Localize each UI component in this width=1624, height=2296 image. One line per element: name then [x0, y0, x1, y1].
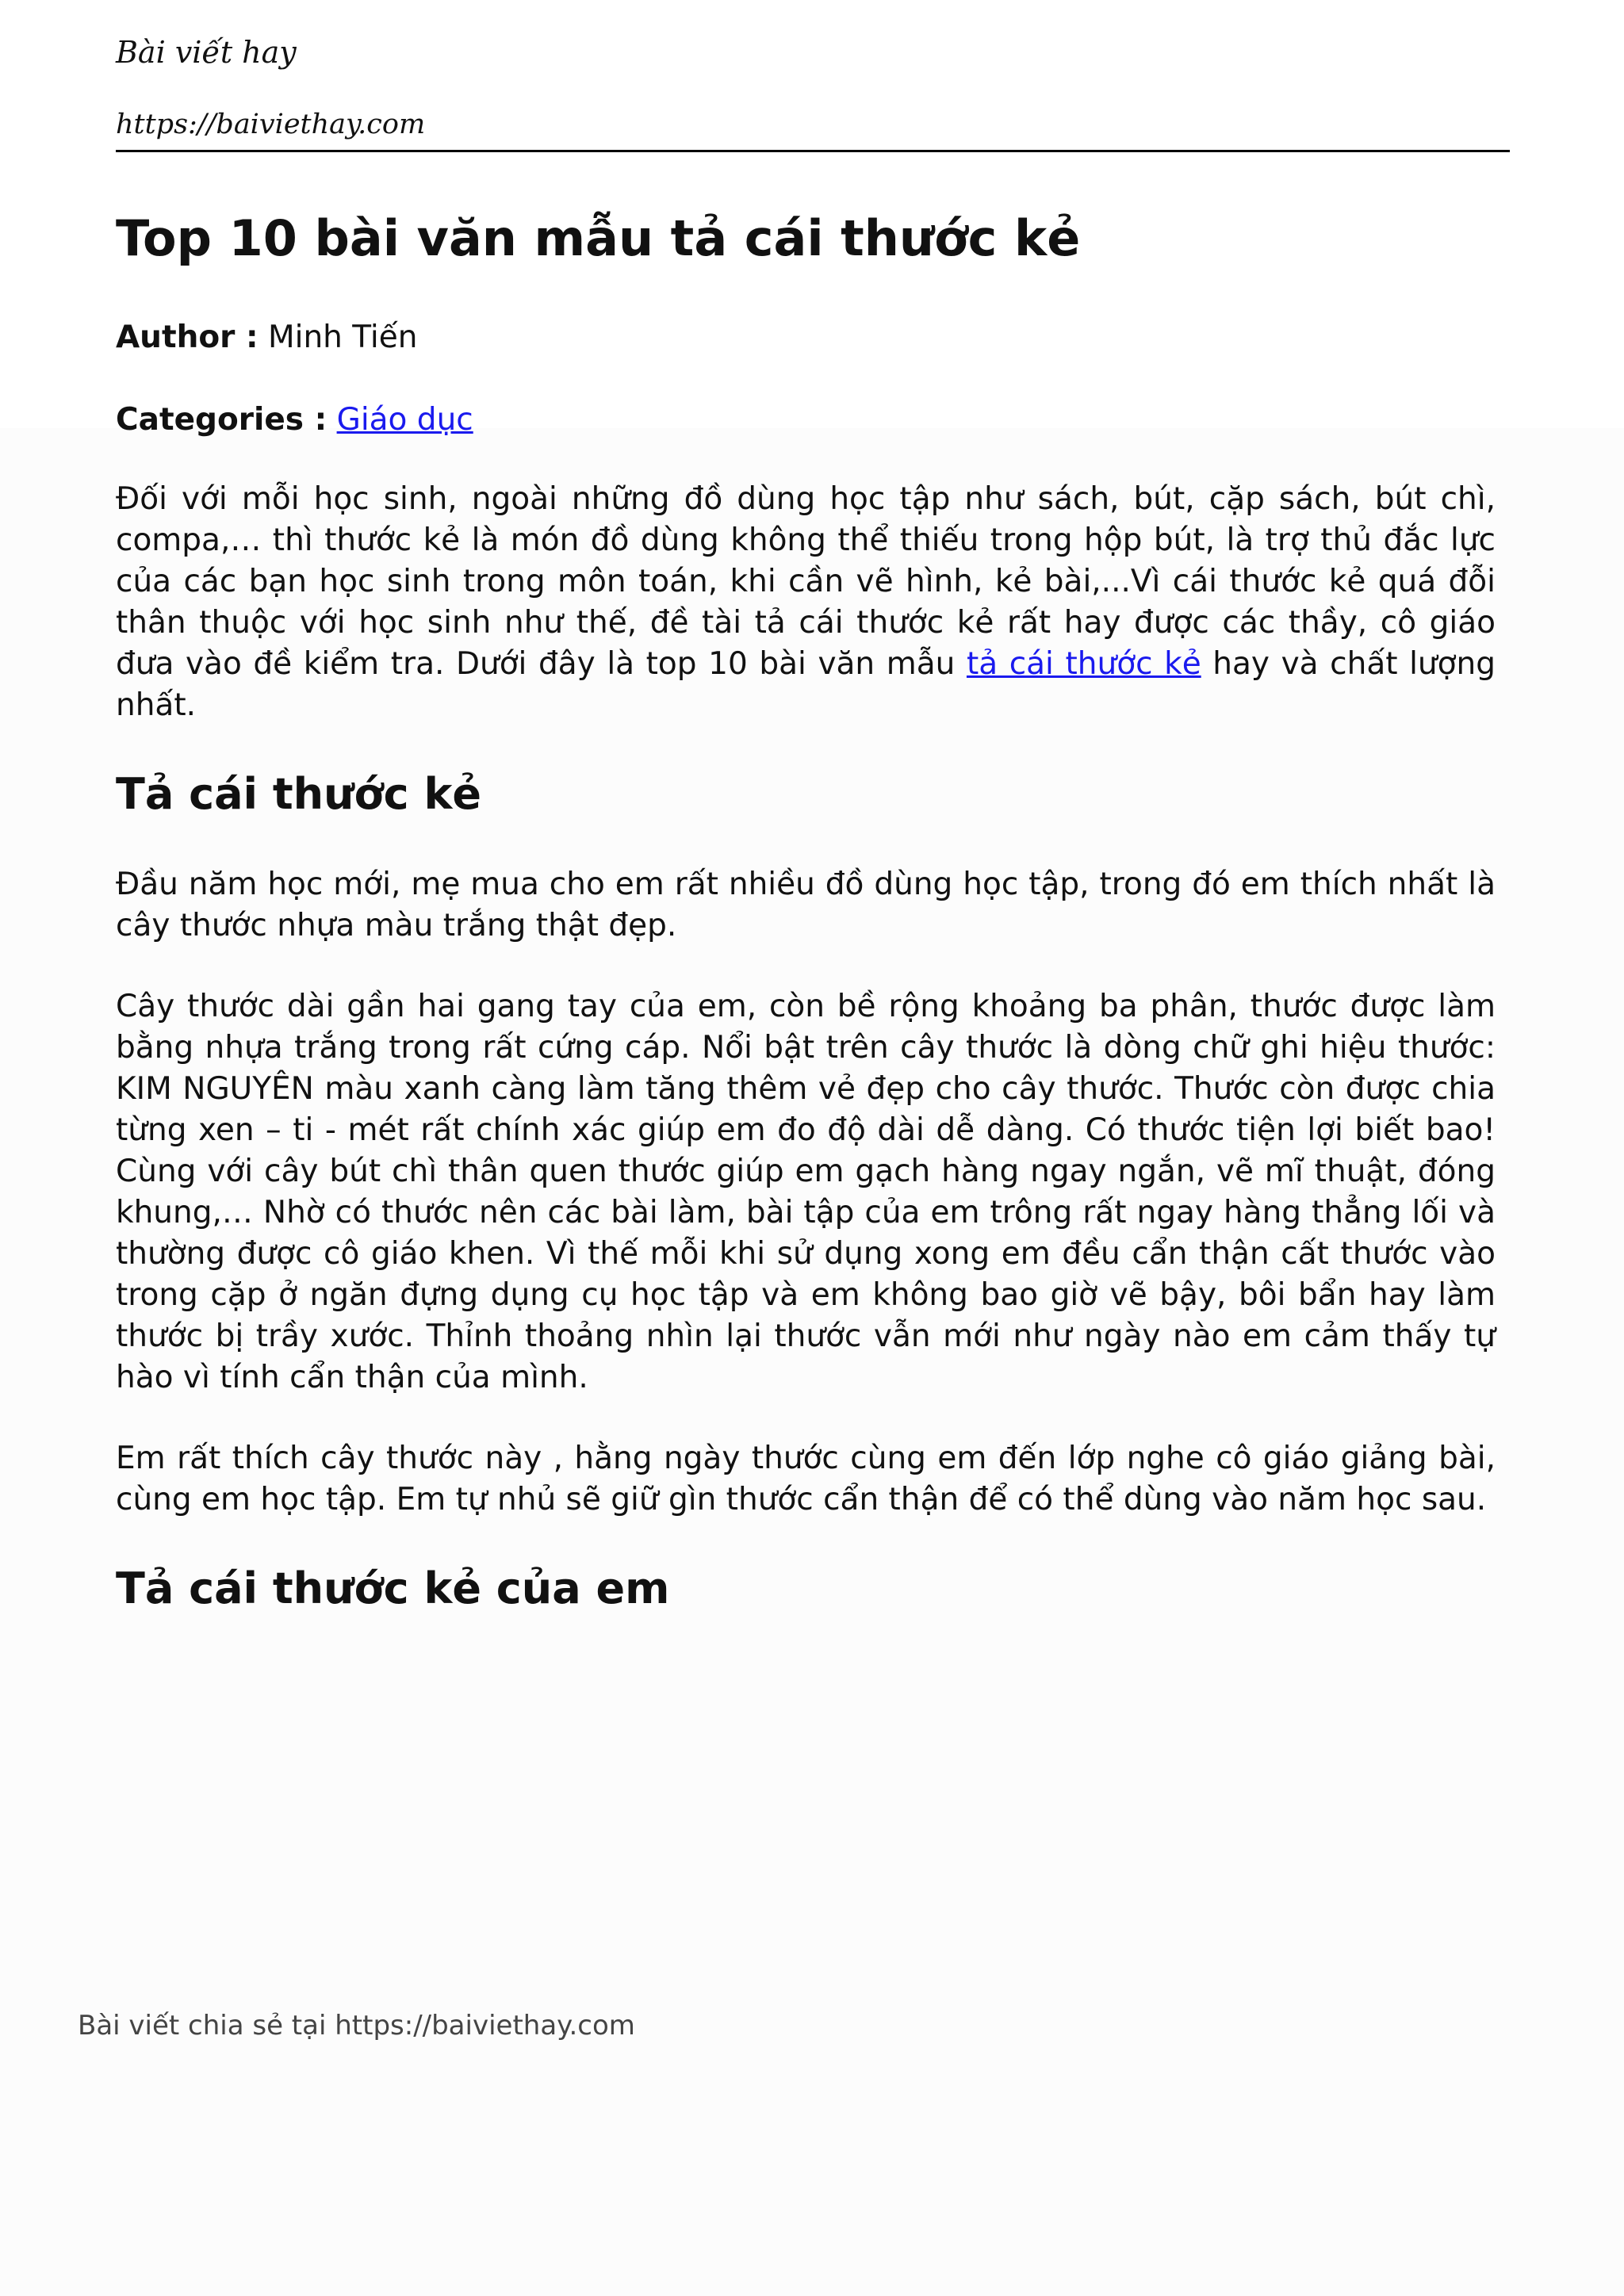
intro-text-before: Đối với mỗi học sinh, ngoài những đồ dùng học tập như sách, bút, cặp sách, bút chì, compa,… thì thước kẻ là món đồ dùng không thể thiếu trong hộp bút, là trợ thủ đắc lực của các bạn học sinh trong môn toán, khi cần vẽ hình, kẻ bài,...Vì cái thước kẻ quá đỗi thân thuộc với học sinh như thế, đề tài tả cái thước kẻ rất hay được các thầy, cô giáo đưa vào đề kiểm tra. Dưới đây là top 10 bài văn mẫu — [116, 481, 1496, 682]
intro-text-after: hay và chất lượng nhất. — [116, 646, 1496, 723]
section-heading-2: Tả cái thước kẻ của em — [116, 1563, 670, 1613]
author-label: Author : — [116, 320, 259, 355]
intro-link[interactable]: tả cái thước kẻ — [966, 646, 1201, 682]
categories-line — [116, 396, 1496, 444]
article-body — [116, 205, 1496, 1659]
category-link[interactable]: Giáo dục — [336, 402, 473, 438]
site-url: https://baiviethay.com — [116, 109, 426, 140]
author-name: Minh Tiến — [267, 320, 418, 355]
site-name: Bài viết hay — [116, 35, 297, 70]
footer-note: Bài viết chia sẻ tại https://baiviethay.com — [78, 2010, 635, 2042]
section1-paragraph-2: Cây thước dài gần hai gang tay của em, còn bề rộng khoảng ba phân, thước được làm bằng nhựa trắng trong rất cứng cáp. Nổi bật trên cây thước là dòng chữ ghi hiệu thước: KIM NGUYÊN màu xanh càng làm tăng thêm vẻ đẹp cho cây thước. Thước còn được chia từng xen – ti - mét rất chính xác giúp em đo độ dài dễ dàng. Có thước tiện lợi biết bao! Cùng với cây bút chì thân quen thước giúp em gạch hàng ngay ngắn, vẽ mĩ thuật, đóng khung,… Nhờ có thước nên các bài làm, bài tập của em trông rất ngay hàng thẳng lối và thường được cô giáo khen. Vì thế mỗi khi sử dụng xong em đều cẩn thận cất thước vào trong cặp ở ngăn đựng dụng cụ học tập và em không bao giờ vẽ bậy, bôi bẩn hay làm thước bị trầy xước. Thỉnh thoảng nhìn lại thước vẫn mới như ngày nào em cảm thấy tự hào vì tính cẩn thận của mình. — [116, 989, 1496, 1395]
header-divider — [116, 150, 1510, 152]
section1-paragraph-3: Em rất thích cây thước này , hằng ngày thước cùng em đến lớp nghe cô giáo giảng bài, cùng em học tập. Em tự nhủ sẽ giữ gìn thước cẩn thận để có thể dùng vào năm học sau. — [116, 1441, 1496, 1517]
intro-paragraph — [116, 479, 1496, 726]
section-heading-1: Tả cái thước kẻ — [116, 769, 481, 819]
author-line — [116, 314, 1496, 362]
section1-paragraph-1: Đầu năm học mới, mẹ mua cho em rất nhiều đồ dùng học tập, trong đó em thích nhất là cây thước nhựa màu trắng thật đẹp. — [116, 867, 1496, 943]
article-title: Top 10 bài văn mẫu tả cái thước kẻ — [116, 209, 1081, 267]
categories-label: Categories : — [116, 402, 327, 438]
